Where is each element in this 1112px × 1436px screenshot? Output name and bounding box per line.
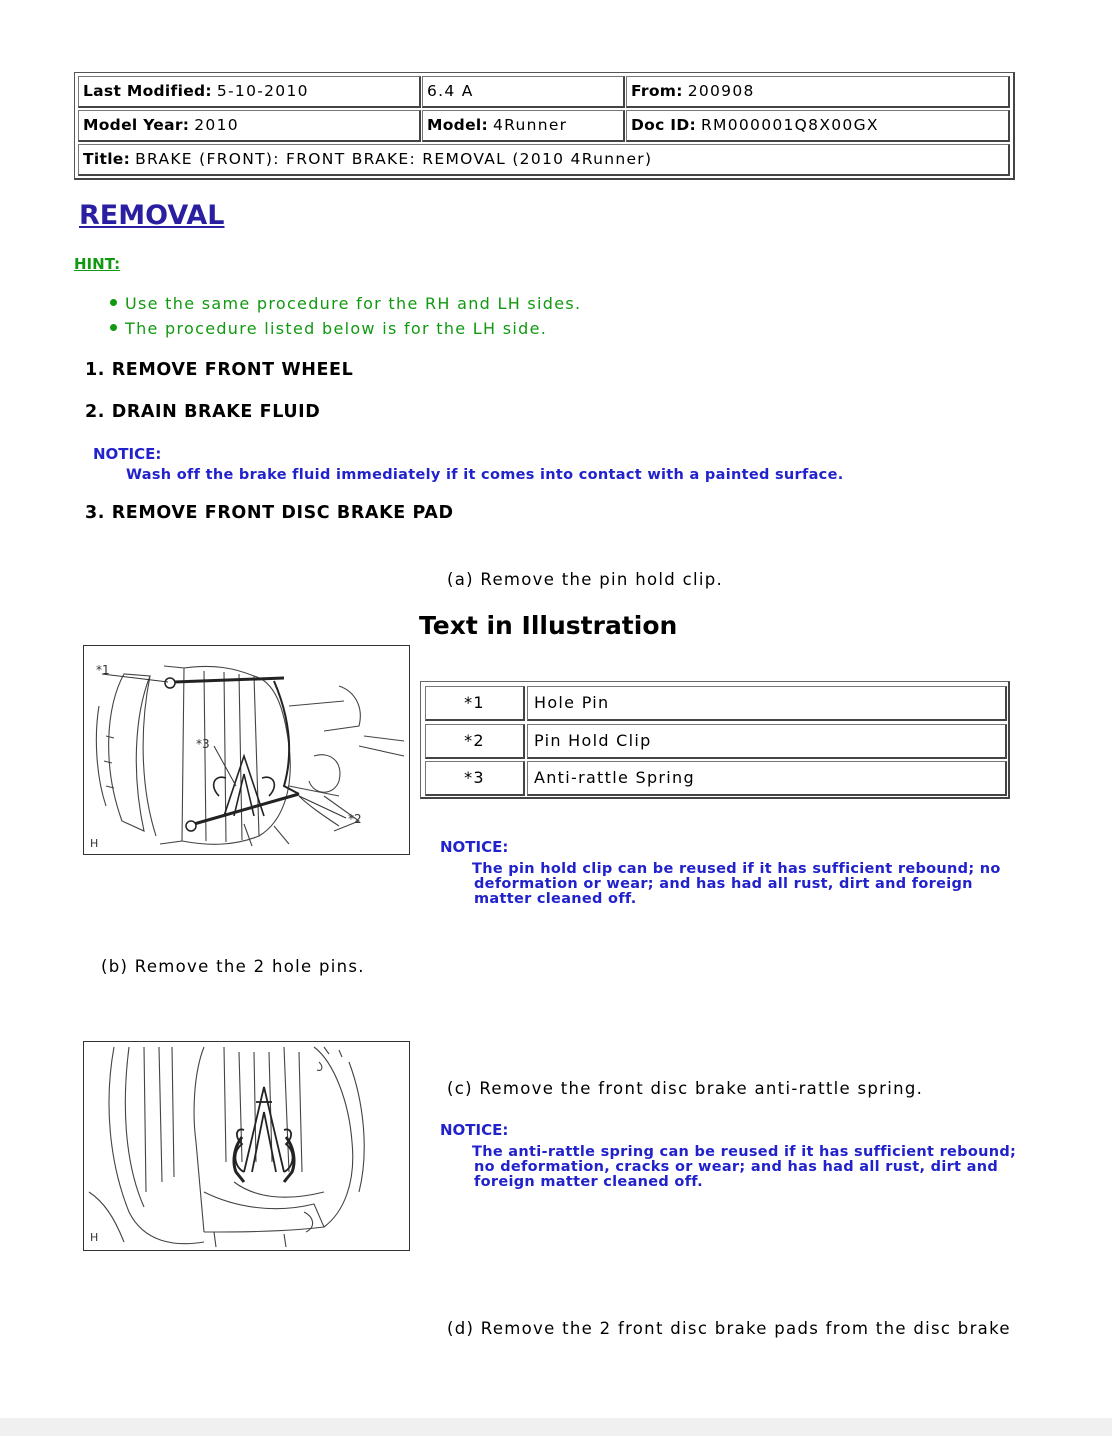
- hint-item-text: Use the same procedure for the RH and LH sides.: [125, 294, 582, 313]
- callout-2: *2: [348, 812, 362, 826]
- doc-id-value: RM000001Q8X00GX: [700, 116, 879, 134]
- substep-c: (c) Remove the front disc brake anti-rattle spring.: [447, 1079, 924, 1098]
- from-cell: [626, 76, 1010, 108]
- illustration-legend-table: [420, 681, 1010, 799]
- doc-header-table: [74, 72, 1015, 180]
- bullet-icon: [110, 324, 117, 331]
- legend-value: Anti-rattle Spring: [527, 761, 1007, 796]
- hint-item-text: The procedure listed below is for the LH side.: [125, 319, 548, 338]
- model-value: 4Runner: [492, 116, 568, 134]
- notice-text-line: deformation or wear; and has had all rust, dirt and foreign: [474, 876, 973, 892]
- hint-item: [110, 294, 581, 313]
- hint-label[interactable]: HINT:: [74, 255, 121, 273]
- substep-d: (d) Remove the 2 front disc brake pads from the disc brake: [447, 1319, 1011, 1338]
- illustration-title: Text in Illustration: [419, 611, 678, 640]
- brake-caliper-figure-1: [83, 645, 410, 855]
- step-drain-brake-fluid: 2. DRAIN BRAKE FLUID: [85, 402, 321, 422]
- last-modified-value: 5-10-2010: [216, 82, 309, 100]
- step-remove-front-wheel: 1. REMOVE FRONT WHEEL: [85, 360, 354, 380]
- doc-id-label: Doc ID:: [631, 116, 697, 134]
- legend-value: Pin Hold Clip: [527, 724, 1007, 759]
- notice-text: Wash off the brake fluid immediately if it comes into contact with a painted surface.: [126, 467, 844, 483]
- figure-id-h: H: [90, 837, 99, 850]
- callout-1: *1: [96, 663, 110, 677]
- legend-key: *2: [425, 724, 525, 759]
- anti-rattle-spring-illustration: [84, 1042, 408, 1249]
- notice-text-line: The anti-rattle spring can be reused if it has sufficient rebound;: [472, 1144, 1017, 1160]
- model-label: Model:: [427, 116, 488, 134]
- from-value: 200908: [687, 82, 755, 100]
- model-year-label: Model Year:: [83, 116, 190, 134]
- caliper-clip-illustration: [84, 646, 408, 853]
- notice-text-line: The pin hold clip can be reused if it has sufficient rebound; no: [472, 861, 1001, 877]
- step-remove-disc-brake-pad: 3. REMOVE FRONT DISC BRAKE PAD: [85, 503, 454, 523]
- last-modified-cell: [78, 76, 421, 108]
- page-bottom-edge: [0, 1418, 1112, 1436]
- brake-caliper-figure-2: [83, 1041, 410, 1251]
- notice-label: NOTICE:: [440, 1121, 509, 1139]
- model-year-cell: [78, 110, 421, 142]
- model-year-value: 2010: [194, 116, 239, 134]
- bullet-icon: [110, 299, 117, 306]
- removal-heading[interactable]: REMOVAL: [79, 200, 225, 231]
- legend-key: *3: [425, 761, 525, 796]
- title-cell: [78, 144, 1010, 176]
- notice-label: NOTICE:: [93, 445, 162, 463]
- title-label: Title:: [83, 150, 131, 168]
- substep-b: (b) Remove the 2 hole pins.: [101, 957, 365, 976]
- notice-text-line: no deformation, cracks or wear; and has had all rust, dirt and: [474, 1159, 999, 1175]
- title-value: BRAKE (FRONT): FRONT BRAKE: REMOVAL (2010 4Runner): [135, 150, 653, 168]
- legend-value: Hole Pin: [527, 686, 1007, 721]
- notice-label: NOTICE:: [440, 838, 509, 856]
- doc-id-cell: [626, 110, 1010, 142]
- substep-a: (a) Remove the pin hold clip.: [447, 570, 724, 589]
- model-cell: [422, 110, 625, 142]
- notice-text-line: foreign matter cleaned off.: [474, 1174, 703, 1190]
- hint-item: [110, 319, 547, 338]
- version-value: 6.4 A: [427, 82, 474, 100]
- callout-3: *3: [196, 737, 210, 751]
- from-label: From:: [631, 82, 683, 100]
- notice-text-line: matter cleaned off.: [474, 891, 637, 907]
- figure-id-h: H: [90, 1231, 99, 1244]
- last-modified-label: Last Modified:: [83, 82, 212, 100]
- version-cell: [422, 76, 625, 108]
- legend-key: *1: [425, 686, 525, 721]
